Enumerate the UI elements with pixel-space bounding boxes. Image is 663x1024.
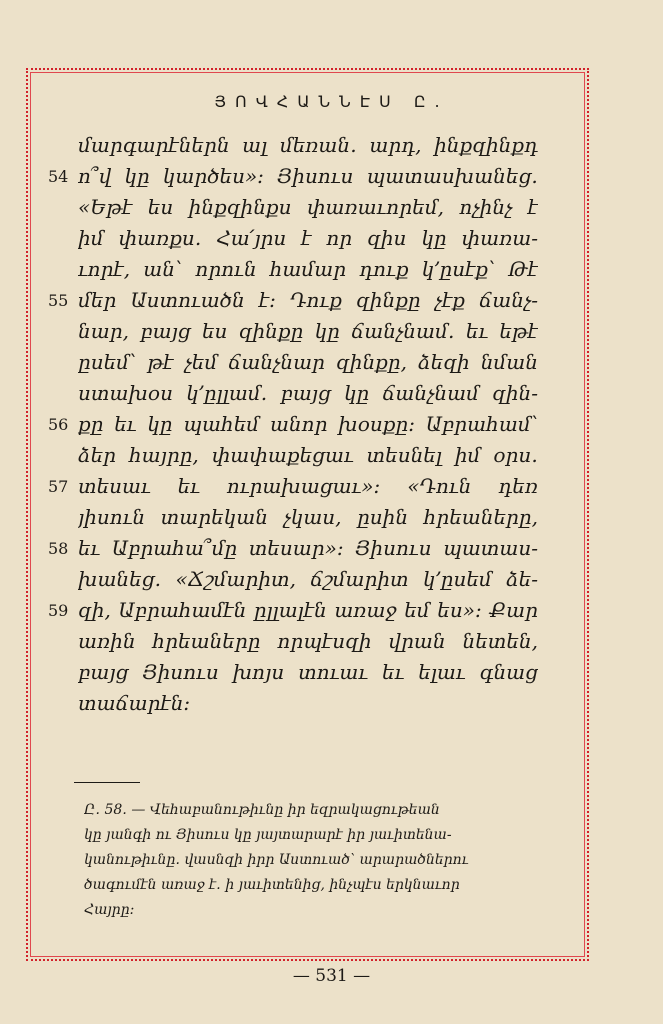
text-line: առին հրեաները որպէսզի վրան նետեն, — [78, 629, 538, 653]
text-line: քը եւ կը պահեմ անոր խօսքը: Աբրահամ՝ — [78, 412, 538, 436]
text-line: եւ Աբրահա՞մը տեսար»: Յիսուս պատաս- — [78, 536, 538, 560]
text-line: ըսեմ՝ թէ չեմ ճանչնար զինքը, ձեզի նման — [78, 350, 538, 374]
verse-number: 56 — [48, 415, 69, 434]
footnote-rule — [74, 782, 140, 783]
footnote-line: կանութիւնը․ վասնզի իրր Աստուած՝ արարածներու — [84, 852, 469, 868]
verse-number: 55 — [48, 291, 69, 310]
footnote — [84, 798, 536, 923]
verse-number: 54 — [48, 167, 69, 186]
text-line: բայց Յիսուս խոյս տուաւ եւ ելաւ գնաց — [78, 660, 538, 684]
verse-number: 57 — [48, 477, 69, 496]
text-line: խանեց․ «Ճշմարիտ, ճշմարիտ կ՚ըսեմ ձե- — [78, 567, 538, 591]
body-text — [78, 130, 538, 719]
text-line: մեր Աստուածն է: Դուք զինքը չէք ճանչ- — [78, 288, 538, 312]
text-line: տեսաւ եւ ուրախացաւ»: «Դուն դեռ — [78, 474, 538, 498]
text-line: իմ փառքս․ Հա՛յրս է որ զիս կը փառա- — [78, 226, 538, 250]
text-line: «Եթէ ես ինքզինքս փառաւորեմ, ոչինչ է — [78, 195, 538, 219]
text-line: ստախօս կ՚ըլլամ․ բայց կը ճանչնամ զին- — [78, 381, 538, 405]
running-header: ՅՈՎՀԱՆՆԷՍ Ը. — [214, 92, 449, 111]
text-line: ո՞վ կը կարծես»: Յիսուս պատասխանեց․ — [78, 164, 538, 188]
text-line: տաճարէն: — [78, 691, 191, 715]
text-line: նար, բայց ես զինքը կը ճանչնամ․ եւ եթէ — [78, 319, 538, 343]
text-line: մարգարէներն ալ մեռան․ արդ, ինքզինքդ — [78, 133, 538, 157]
footnote-line: Ը․ 58․ — Վեհաբանութիւնը իր եզրակացութեան — [84, 802, 440, 818]
text-line: ձեր հայրը, փափաքեցաւ տեսնել իմ օրս․ — [78, 443, 538, 467]
verse-number: 59 — [48, 601, 69, 620]
text-line: ւորէ, ան՝ որուն համար դուք կ՚ըսէք՝ Թէ — [78, 257, 538, 281]
footnote-line: կը յանգի ու Յիսուս կը յայտարարէ իր յաւիտենա- — [84, 827, 452, 843]
footnote-line: Հայրը: — [84, 902, 135, 918]
verse-number: 58 — [48, 539, 69, 558]
text-line: զի, Աբրահամէն ըլլալէն առաջ եմ ես»: Քար — [78, 598, 538, 622]
text-line: յիսուն տարեկան չկաս, ըսին հրեաները, — [78, 505, 538, 529]
page-number: — 531 — — [292, 966, 371, 986]
footnote-line: ծագումէն առաջ է․ ի յաւիտենից, ինչպէս երկնաւոր — [84, 877, 460, 893]
